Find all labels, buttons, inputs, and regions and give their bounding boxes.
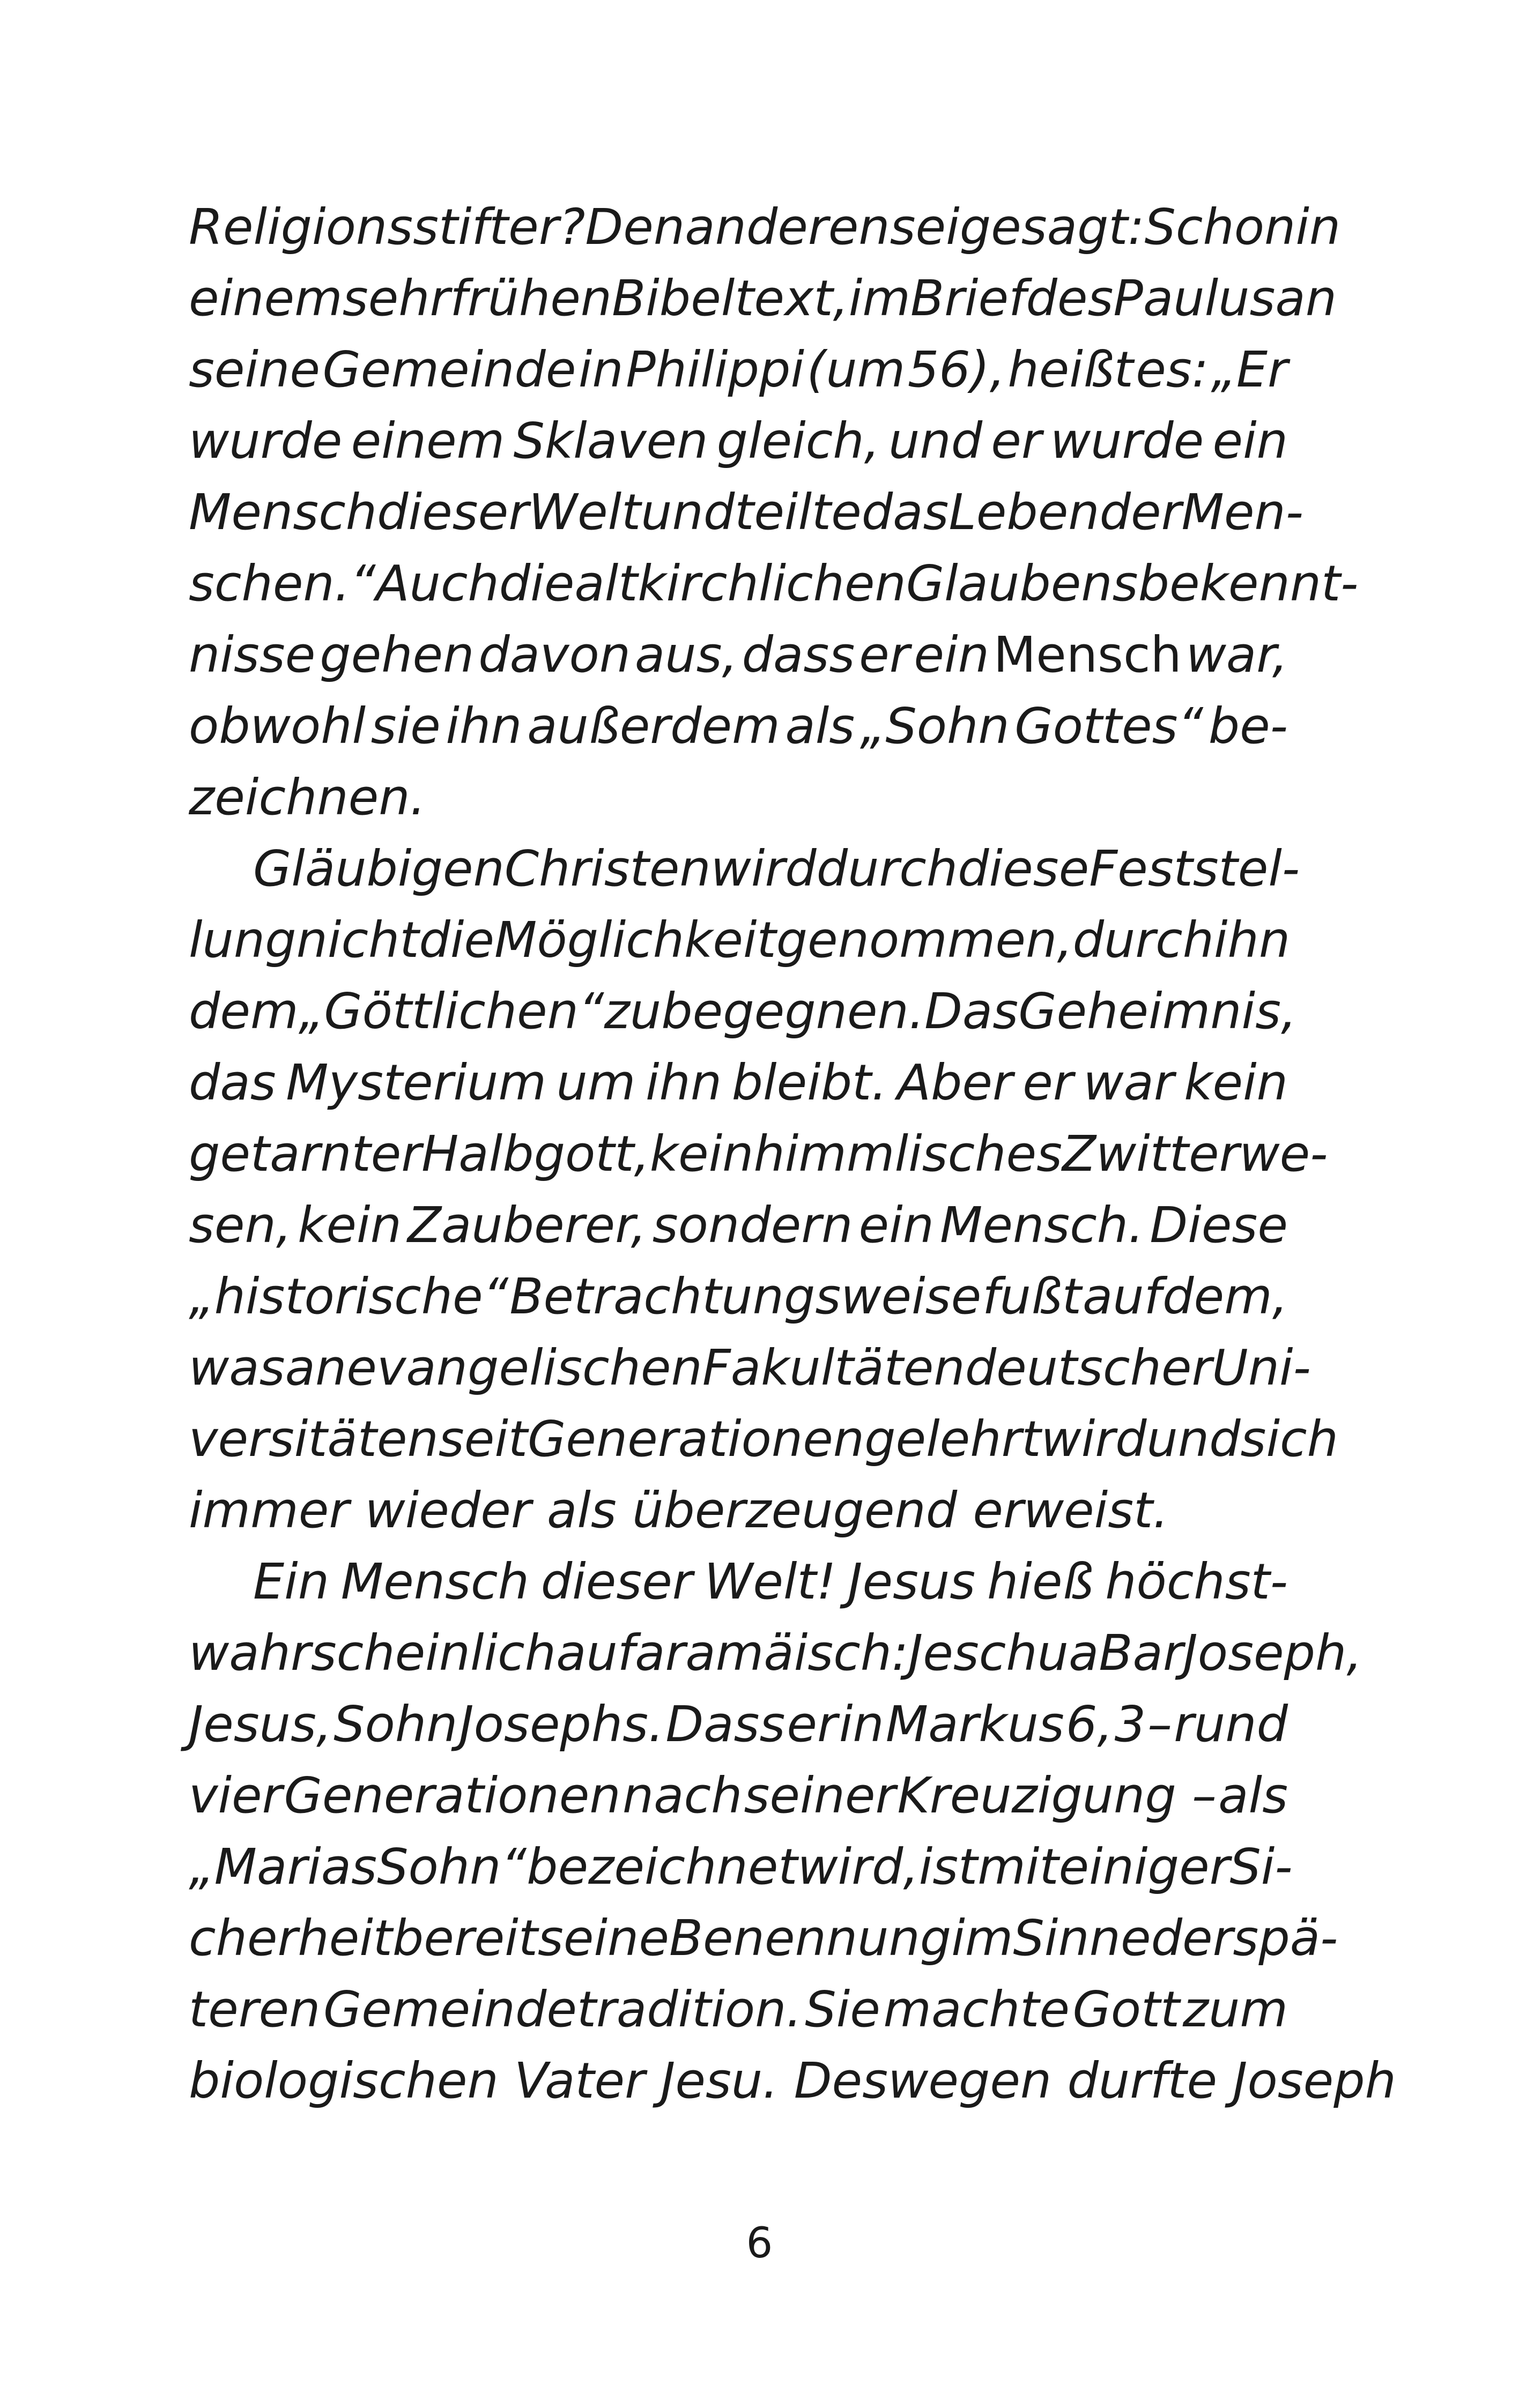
word: durch	[816, 840, 958, 897]
word: Generationen	[284, 1767, 621, 1824]
word: sehr	[342, 270, 450, 327]
word: dem	[189, 983, 299, 1040]
word: außerdem	[527, 697, 780, 755]
word: seine	[189, 341, 321, 398]
text-line	[189, 1410, 1338, 1482]
word: des	[1026, 270, 1114, 327]
word: und	[641, 484, 735, 541]
word: Brief	[910, 270, 1026, 327]
word: kein	[649, 1125, 754, 1183]
word: „historische“	[189, 1268, 509, 1325]
word: überzeugend	[632, 1482, 958, 1539]
word: auf	[1083, 1268, 1162, 1325]
word: 56),	[907, 341, 1005, 398]
word: davon	[478, 626, 631, 683]
word: zum	[1182, 1981, 1288, 2038]
word: Aber	[897, 1054, 1013, 1111]
word: Sinne	[1013, 1909, 1151, 1967]
word: lung	[189, 911, 297, 969]
word: Christen	[504, 840, 711, 897]
word: Welt	[529, 484, 641, 541]
word: erweist.	[973, 1482, 1169, 1539]
text-line	[189, 484, 1303, 555]
word: Zwitterwe-	[1062, 1125, 1328, 1183]
word: –	[1147, 1696, 1173, 1753]
text-line	[189, 1696, 1288, 1767]
word: mit	[977, 1838, 1059, 1896]
word: teilte	[735, 484, 862, 541]
word: sie	[371, 697, 441, 755]
text-line	[189, 626, 1288, 697]
word: er	[787, 1696, 838, 1753]
word: Sohn“	[377, 1838, 527, 1896]
word: nisse	[189, 626, 316, 683]
word: Auch	[375, 555, 499, 612]
word: Jesus	[848, 1553, 976, 1610]
word: Dass	[665, 1696, 786, 1753]
text-line	[189, 1196, 1288, 1268]
word: biologischen	[189, 2052, 499, 2109]
word: Leben	[949, 484, 1100, 541]
word: dem,	[1162, 1268, 1288, 1325]
word: wahrscheinlich	[189, 1624, 557, 1682]
word: um	[556, 1054, 636, 1111]
text-line	[189, 1125, 1328, 1196]
word: Paulus	[1113, 270, 1276, 327]
word: wieder	[365, 1482, 531, 1539]
word: „Er	[1211, 341, 1288, 398]
word: getarnter	[189, 1125, 422, 1183]
word: ein	[914, 626, 989, 683]
word: Jesus,	[189, 1696, 332, 1753]
word: „Sohn	[859, 697, 1010, 755]
word: aus,	[634, 626, 738, 683]
word: an	[285, 1339, 347, 1396]
text-line	[189, 555, 1359, 626]
word: Bibeltext,	[612, 270, 849, 327]
word: Bar	[1099, 1624, 1183, 1682]
word: Zauberer,	[407, 1196, 647, 1254]
word: Geheimnis,	[1018, 983, 1297, 1040]
word: Glaubensbekennt-	[906, 555, 1359, 612]
word: im	[951, 1909, 1013, 1967]
word: in	[839, 1696, 884, 1753]
word: Mysterium	[286, 1054, 546, 1111]
word: Sohn	[334, 1696, 458, 1753]
word: immer	[189, 1482, 350, 1539]
word: kein	[298, 1196, 402, 1254]
word: einiger	[1058, 1838, 1230, 1896]
text-line	[189, 1767, 1288, 1838]
text-line	[189, 840, 1300, 911]
word: evangelischen	[346, 1339, 702, 1396]
word: er	[859, 626, 910, 683]
word: Möglichkeit	[494, 911, 776, 969]
text-line	[189, 1624, 1362, 1696]
word: Mensch.	[940, 1196, 1144, 1254]
word: ihn	[645, 1054, 722, 1111]
word: 6,	[1065, 1696, 1113, 1753]
word: sondern	[652, 1196, 853, 1254]
text-line	[189, 341, 1288, 412]
word: ihn	[446, 697, 522, 755]
word: er	[991, 412, 1042, 470]
word: Men-	[1181, 484, 1303, 541]
word: ihn	[1214, 911, 1291, 969]
word: der	[1099, 484, 1182, 541]
text-line	[189, 769, 1288, 840]
word: einem	[351, 412, 505, 470]
text-line	[189, 1909, 1338, 1981]
word: Gemeinde	[322, 341, 576, 398]
word: Jesu.	[661, 2052, 779, 2109]
text-line	[189, 697, 1288, 769]
word: als	[785, 697, 855, 755]
word: die	[419, 911, 494, 969]
word: Markus	[885, 1696, 1064, 1753]
word: fußt	[982, 1268, 1081, 1325]
word: Benennung	[669, 1909, 952, 1967]
text-line	[189, 412, 1288, 484]
word: wird	[1041, 1410, 1147, 1468]
word: der	[1151, 1909, 1233, 1967]
word: war,	[1185, 626, 1288, 683]
word: bereits	[392, 1909, 564, 1967]
word: Religionsstifter?	[189, 198, 586, 256]
word: Gläubigen	[253, 840, 505, 897]
word: gesagt:	[959, 198, 1145, 256]
word: heißt	[1007, 341, 1133, 398]
word: Mensch	[340, 1553, 529, 1610]
word: diese	[958, 840, 1090, 897]
word: Si-	[1229, 1838, 1293, 1896]
word: durfte	[1067, 2052, 1218, 2109]
word: sich	[1240, 1410, 1338, 1468]
word: Gottes“	[1014, 697, 1204, 755]
word: Philippi	[626, 341, 805, 398]
word: frühen	[450, 270, 612, 327]
word: nicht	[296, 911, 419, 969]
word: die	[499, 555, 575, 612]
word: Betrachtungsweise	[509, 1268, 982, 1325]
word: in	[578, 341, 624, 398]
word: und	[1146, 1410, 1241, 1468]
word: be-	[1208, 697, 1288, 755]
word: Generationen	[527, 1410, 865, 1468]
word: eine	[563, 1909, 669, 1967]
word: versitäten	[189, 1410, 439, 1468]
word: aramäisch:	[635, 1624, 909, 1682]
word: Vater	[514, 2052, 645, 2109]
word: hieß	[987, 1553, 1094, 1610]
word: wurde	[1050, 412, 1204, 470]
word: Feststel-	[1089, 840, 1300, 897]
word: sen,	[189, 1196, 292, 1254]
text-line	[189, 2052, 1396, 2123]
text-line	[189, 1981, 1288, 2052]
word: Ein	[253, 1553, 329, 1610]
text-line	[189, 1553, 1288, 1624]
word: himmlisches	[753, 1125, 1063, 1183]
word: und	[888, 412, 983, 470]
word: ein	[858, 1196, 934, 1254]
word: Mensch	[189, 484, 377, 541]
word: teren	[189, 1981, 321, 2038]
word: schen.“	[189, 555, 376, 612]
word: spä-	[1233, 1909, 1338, 1967]
word: deutscher	[965, 1339, 1212, 1396]
word: Deswegen	[794, 2052, 1052, 2109]
word: obwohl	[189, 697, 366, 755]
word: (um	[806, 341, 906, 398]
word: Mensch	[993, 626, 1182, 683]
word: dass	[742, 626, 855, 683]
word: ist	[918, 1838, 978, 1896]
text-line	[189, 270, 1337, 341]
word: „Marias	[189, 1838, 377, 1896]
word: gelehrt	[864, 1410, 1041, 1468]
page-number: 6	[746, 2219, 773, 2268]
word: gehen	[320, 626, 475, 683]
word: in	[1295, 198, 1341, 256]
word: als	[546, 1482, 617, 1539]
word: rund	[1174, 1696, 1288, 1753]
word: einem	[189, 270, 343, 327]
word: bezeichnet	[527, 1838, 798, 1896]
word: Schon	[1144, 198, 1296, 256]
word: „Göttlichen“	[298, 983, 604, 1040]
word: wird	[710, 840, 817, 897]
word: dieser	[540, 1553, 693, 1610]
word: als	[1218, 1767, 1288, 1824]
word: ein	[1212, 412, 1288, 470]
word: seiner	[744, 1767, 896, 1824]
text-line	[189, 911, 1291, 983]
word: begegnen.	[661, 983, 925, 1040]
word: was	[189, 1339, 285, 1396]
word: dieser	[377, 484, 529, 541]
word: Diese	[1150, 1196, 1288, 1254]
word: das	[861, 484, 949, 541]
word: Joseph	[1233, 2052, 1396, 2109]
word: Gott	[1072, 1981, 1180, 2038]
word: Den	[585, 198, 685, 256]
word: es:	[1136, 341, 1209, 398]
word: im	[848, 270, 910, 327]
text-line	[189, 983, 1297, 1054]
word: Sklaven	[513, 412, 708, 470]
word: kein	[1184, 1054, 1288, 1111]
word: das	[189, 1054, 276, 1111]
word: cherheit	[189, 1909, 392, 1967]
word: war	[1083, 1054, 1174, 1111]
word: Sie	[805, 1981, 880, 2038]
word: durch	[1072, 911, 1214, 969]
word: an	[1275, 270, 1337, 327]
word: Halbgott,	[421, 1125, 650, 1183]
text-line	[189, 198, 1341, 270]
word: anderen	[685, 198, 890, 256]
word: Fakultäten	[702, 1339, 965, 1396]
word: bleibt.	[731, 1054, 887, 1111]
word: nach	[622, 1767, 743, 1824]
word: Joseph,	[1183, 1624, 1362, 1682]
word: 3	[1114, 1696, 1146, 1753]
word: Kreuzigung –	[897, 1767, 1217, 1824]
word: Jeschua	[908, 1624, 1099, 1682]
word: auf	[556, 1624, 635, 1682]
word: Uni-	[1212, 1339, 1311, 1396]
word: höchst-	[1105, 1553, 1288, 1610]
word: gleich,	[716, 412, 880, 470]
word: sei	[890, 198, 960, 256]
word: seit	[438, 1410, 528, 1468]
word: Welt!	[704, 1553, 836, 1610]
text-line	[189, 1838, 1293, 1909]
word: altkirchlichen	[574, 555, 906, 612]
text-line	[189, 1268, 1288, 1339]
word: zeichnen.	[189, 769, 426, 826]
word: machte	[883, 1981, 1070, 2038]
body-text	[189, 198, 1396, 2123]
text-line	[189, 1054, 1288, 1125]
word: Gemeindetradition.	[323, 1981, 802, 2038]
word: wurde	[189, 412, 343, 470]
word: zu	[604, 983, 662, 1040]
word: er	[1022, 1054, 1073, 1111]
word: wird,	[797, 1838, 919, 1896]
text-line	[189, 1339, 1311, 1410]
text-line	[189, 1482, 1288, 1553]
word: vier	[189, 1767, 283, 1824]
word: genommen,	[776, 911, 1073, 969]
word: Josephs.	[459, 1696, 664, 1753]
word: Das	[924, 983, 1019, 1040]
